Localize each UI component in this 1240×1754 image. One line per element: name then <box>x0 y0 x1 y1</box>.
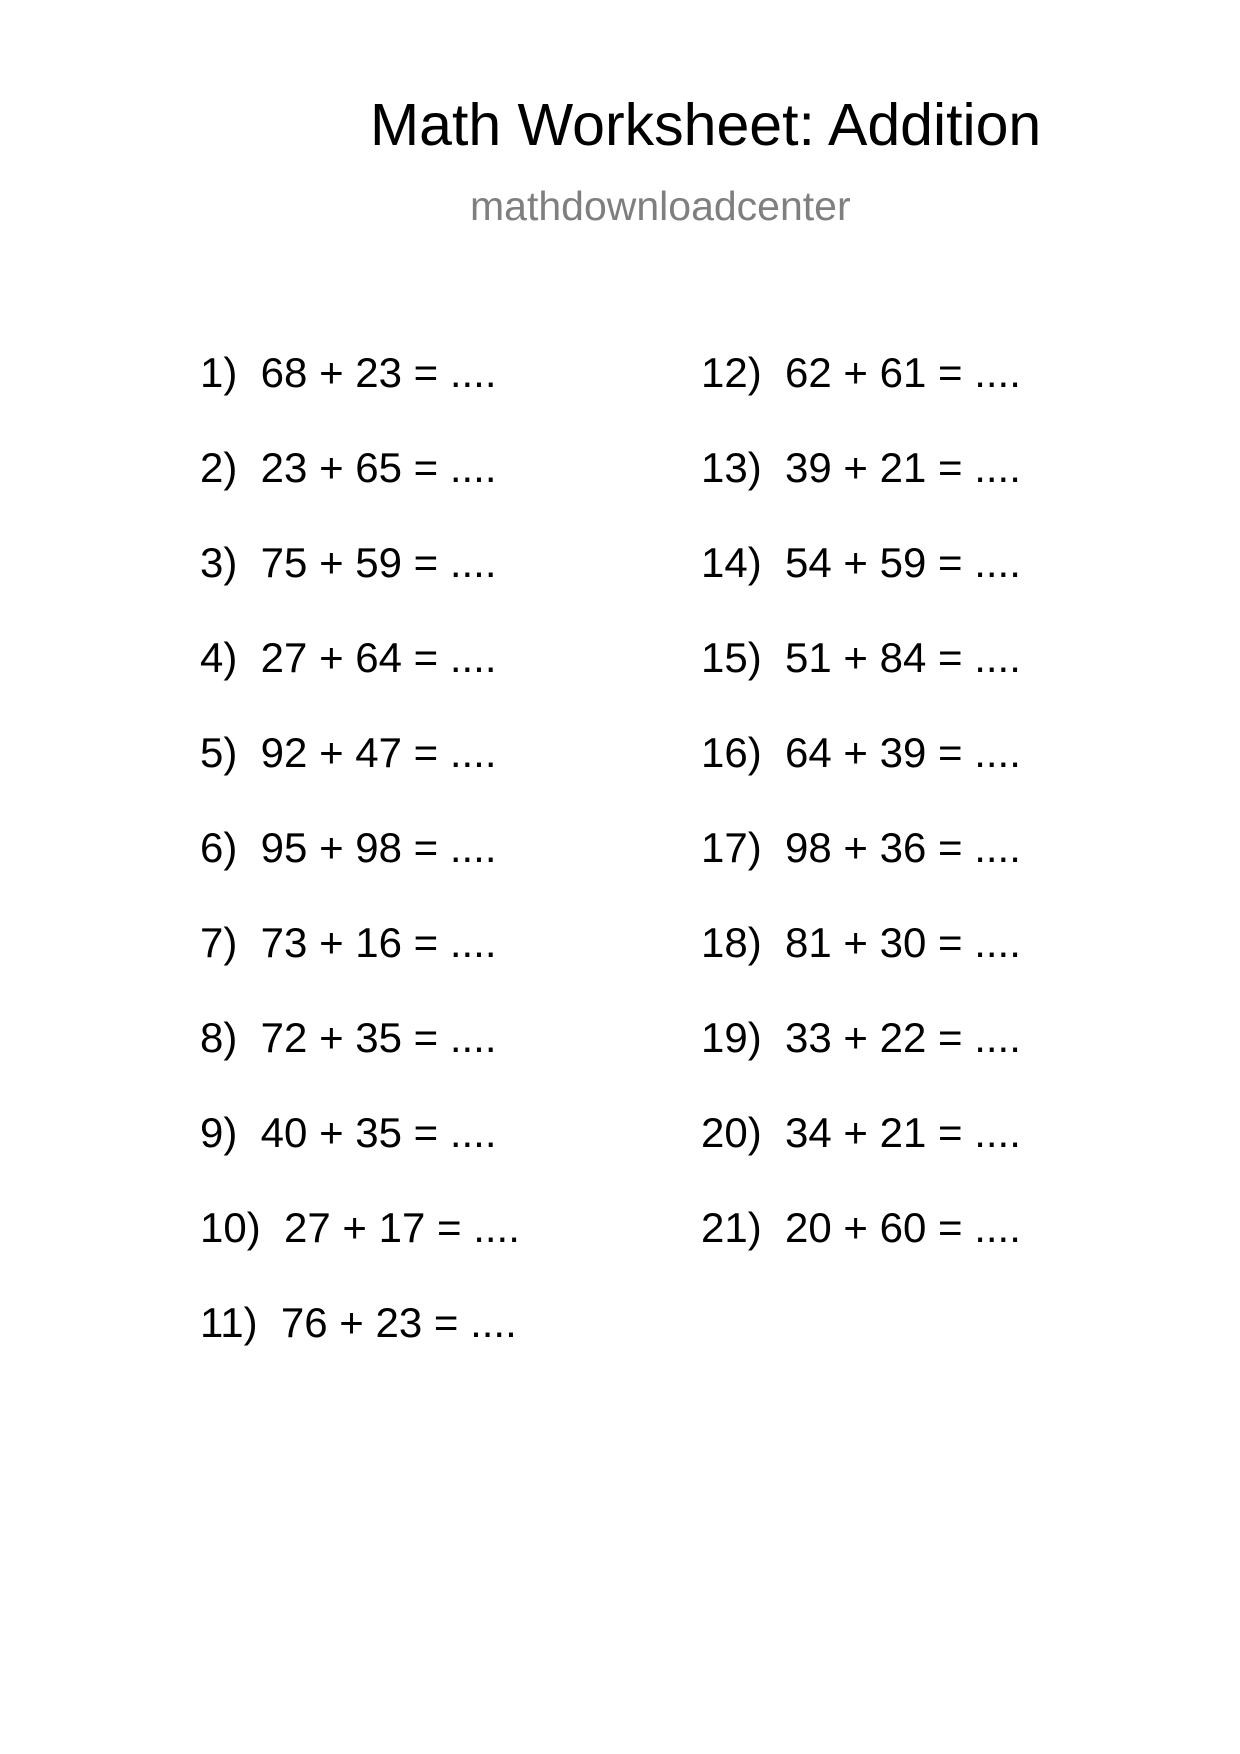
problem-item: 13) 39 + 21 = .... <box>701 444 1021 491</box>
problem-item: 4) 27 + 64 = .... <box>200 634 497 681</box>
problem-item: 11) 76 + 23 = .... <box>200 1299 517 1346</box>
problem-item: 7) 73 + 16 = .... <box>200 919 497 966</box>
page-title: Math Worksheet: Addition <box>370 92 1042 158</box>
problem-item: 10) 27 + 17 = .... <box>200 1204 520 1251</box>
problem-item: 15) 51 + 84 = .... <box>701 634 1021 681</box>
page-subtitle: mathdownloadcenter <box>470 183 851 229</box>
problem-item: 3) 75 + 59 = .... <box>200 539 497 586</box>
problem-item: 16) 64 + 39 = .... <box>701 729 1021 776</box>
problem-item: 19) 33 + 22 = .... <box>701 1014 1021 1061</box>
problem-column-left <box>200 349 520 1397</box>
problem-item: 12) 62 + 61 = .... <box>701 349 1021 396</box>
problem-item: 21) 20 + 60 = .... <box>701 1204 1021 1251</box>
problem-item: 18) 81 + 30 = .... <box>701 919 1021 966</box>
problem-item: 5) 92 + 47 = .... <box>200 729 497 776</box>
problem-item: 20) 34 + 21 = .... <box>701 1109 1021 1156</box>
problem-item: 2) 23 + 65 = .... <box>200 444 497 491</box>
problem-item: 9) 40 + 35 = .... <box>200 1109 497 1156</box>
problem-item: 17) 98 + 36 = .... <box>701 824 1021 871</box>
problem-column-right <box>701 349 1021 1302</box>
problem-item: 14) 54 + 59 = .... <box>701 539 1021 586</box>
problem-item: 8) 72 + 35 = .... <box>200 1014 497 1061</box>
problem-item: 1) 68 + 23 = .... <box>200 349 497 396</box>
problem-item: 6) 95 + 98 = .... <box>200 824 497 871</box>
